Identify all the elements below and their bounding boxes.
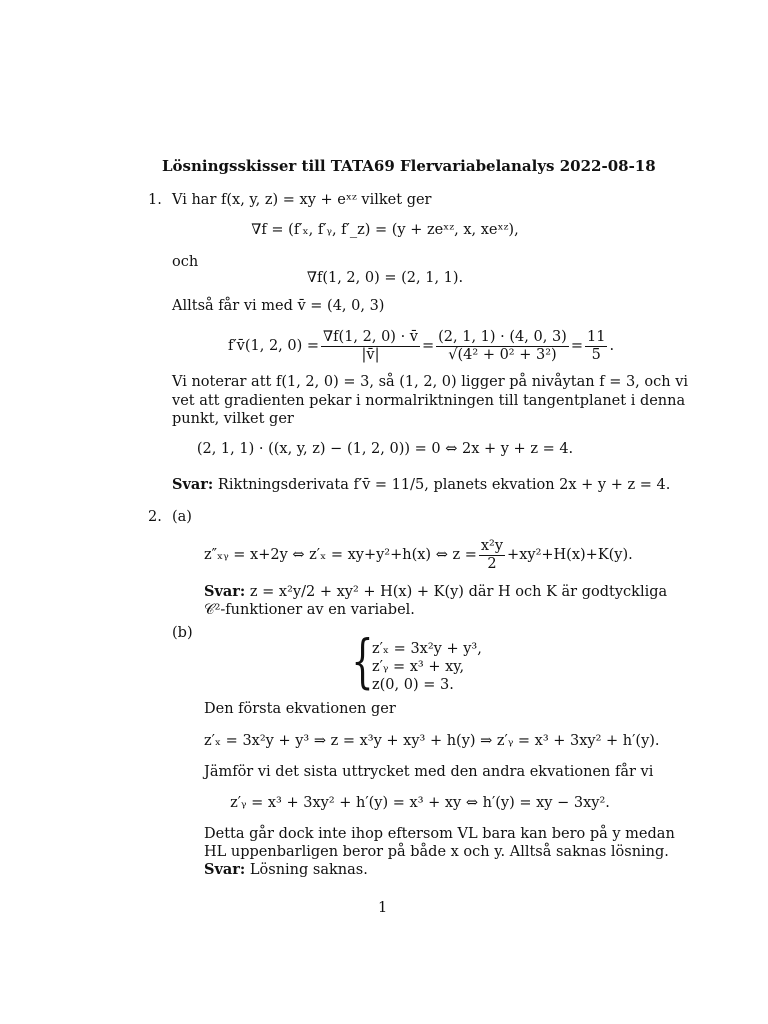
gradient-equation: ∇f = (f′ₓ, f′ᵧ, f′_z) = (y + zeˣᶻ, x, xeˣᶻ), xyxy=(251,222,519,238)
problem-1-intro: Vi har f(x, y, z) = xy + eˣᶻ vilket ger xyxy=(172,192,432,208)
part-b-text-4: HL uppenbarligen beror på både x och y. Alltså saknas lösning. xyxy=(204,844,669,860)
vector-intro: Alltså får vi med v̄ = (4, 0, 3) xyxy=(172,298,385,314)
part-b-equation-1: z′ₓ = 3x²y + y³ ⇒ z = x³y + xy³ + h(y) ⇒ z′ᵧ = x³ + 3xy² + h′(y). xyxy=(204,733,660,749)
system-eq-3: z(0, 0) = 3. xyxy=(372,677,454,693)
fraction-1-numerator: ∇f(1, 2, 0) · v̄ xyxy=(323,328,418,345)
fraction-2-numerator: (2, 1, 1) · (4, 0, 3) xyxy=(438,328,567,345)
answer-1 xyxy=(172,476,670,494)
part-a-eq-left: z″ₓᵧ = x+2y ⇔ z′ₓ = xy+y²+h(x) ⇔ z = xyxy=(204,547,477,563)
part-b-answer-text: Lösning saknas. xyxy=(249,862,368,878)
system-eq-2: z′ᵧ = x³ + xy, xyxy=(372,659,465,675)
part-a-answer-line-1 xyxy=(204,583,667,601)
answer-1-text: Riktningsderivata f′v̄ = 11/5, planets ekvation 2x + y + z = 4. xyxy=(217,477,671,493)
dir-lhs: f′v̄(1, 2, 0) = xyxy=(228,338,320,354)
fraction-2-denominator: √(4² + 0² + 3²) xyxy=(448,346,557,363)
part-a-fraction-numerator: x²y xyxy=(480,537,504,554)
part-b-text-2: Jämför vi det sista uttrycket med den andra ekvationen får vi xyxy=(204,764,654,780)
part-a-fraction-denominator: 2 xyxy=(487,555,497,572)
part-a-equation xyxy=(204,535,633,575)
fraction-1-denominator: |v̄| xyxy=(361,346,380,363)
part-b-text-3: Detta går dock inte ihop eftersom VL bara kan bero på y medan xyxy=(204,826,675,842)
brace-icon: { xyxy=(351,627,374,695)
fraction-2 xyxy=(436,329,569,364)
gradient-value: ∇f(1, 2, 0) = (2, 1, 1). xyxy=(306,270,464,286)
fraction-3-denominator: 5 xyxy=(591,346,601,363)
fraction-1 xyxy=(321,329,420,364)
page-number: 1 xyxy=(378,900,388,916)
fraction-3 xyxy=(585,329,607,364)
part-a-answer-text: z = x²y/2 + xy² + H(x) + K(y) där H och K är godtyckliga xyxy=(249,584,668,600)
note-line-2: vet att gradienten pekar i normalriktningen till tangentplanet i denna xyxy=(172,393,686,409)
problem-1-number: 1. xyxy=(148,192,162,208)
page-title: Lösningsskisser till TATA69 Flervariabelanalys 2022-08-18 xyxy=(162,157,656,175)
part-b-text-1: Den första ekvationen ger xyxy=(204,701,396,717)
note-line-1: Vi noterar att f(1, 2, 0) = 3, så (1, 2, 0) ligger på nivåytan f = 3, och vi xyxy=(172,374,689,390)
och-word: och xyxy=(172,254,199,270)
plane-equation: (2, 1, 1) · ((x, y, z) − (1, 2, 0)) = 0 ⇔ 2x + y + z = 4. xyxy=(196,441,574,457)
answer-1-label: Svar: xyxy=(172,476,214,493)
directional-derivative-equation: f′v̄(1, 2, 0) = $\frac{\nabla f(1, 2, 0) \cdot v̄}{|v̄|}$ = $\frac{(2, 1, 1) \cdot (4, 0, 3)}{\text{√(4² + 0² + 3²)}}$ = $\frac{11}{5}$ . xyxy=(228,328,615,363)
part-a-answer-label: Svar: xyxy=(204,583,246,600)
part-b-label: (b) xyxy=(172,625,193,641)
system-eq-1: z′ₓ = 3x²y + y³, xyxy=(372,641,482,657)
part-b-equation-2: z′ᵧ = x³ + 3xy² + h′(y) = x³ + xy ⇔ h′(y) = xy − 3xy². xyxy=(230,795,610,811)
equation-system xyxy=(351,627,512,696)
part-a-eq-right: +xy²+H(x)+K(y). xyxy=(507,547,633,563)
fraction-3-numerator: 11 xyxy=(586,328,606,345)
part-a-label: (a) xyxy=(172,509,192,525)
part-a-fraction xyxy=(479,538,505,573)
problem-2-number: 2. xyxy=(148,509,162,525)
part-b-answer xyxy=(204,861,368,879)
note-line-3: punkt, vilket ger xyxy=(172,411,294,427)
part-b-answer-label: Svar: xyxy=(204,861,246,878)
part-a-answer-line-2: 𝒞²-funktioner av en variabel. xyxy=(204,602,415,618)
